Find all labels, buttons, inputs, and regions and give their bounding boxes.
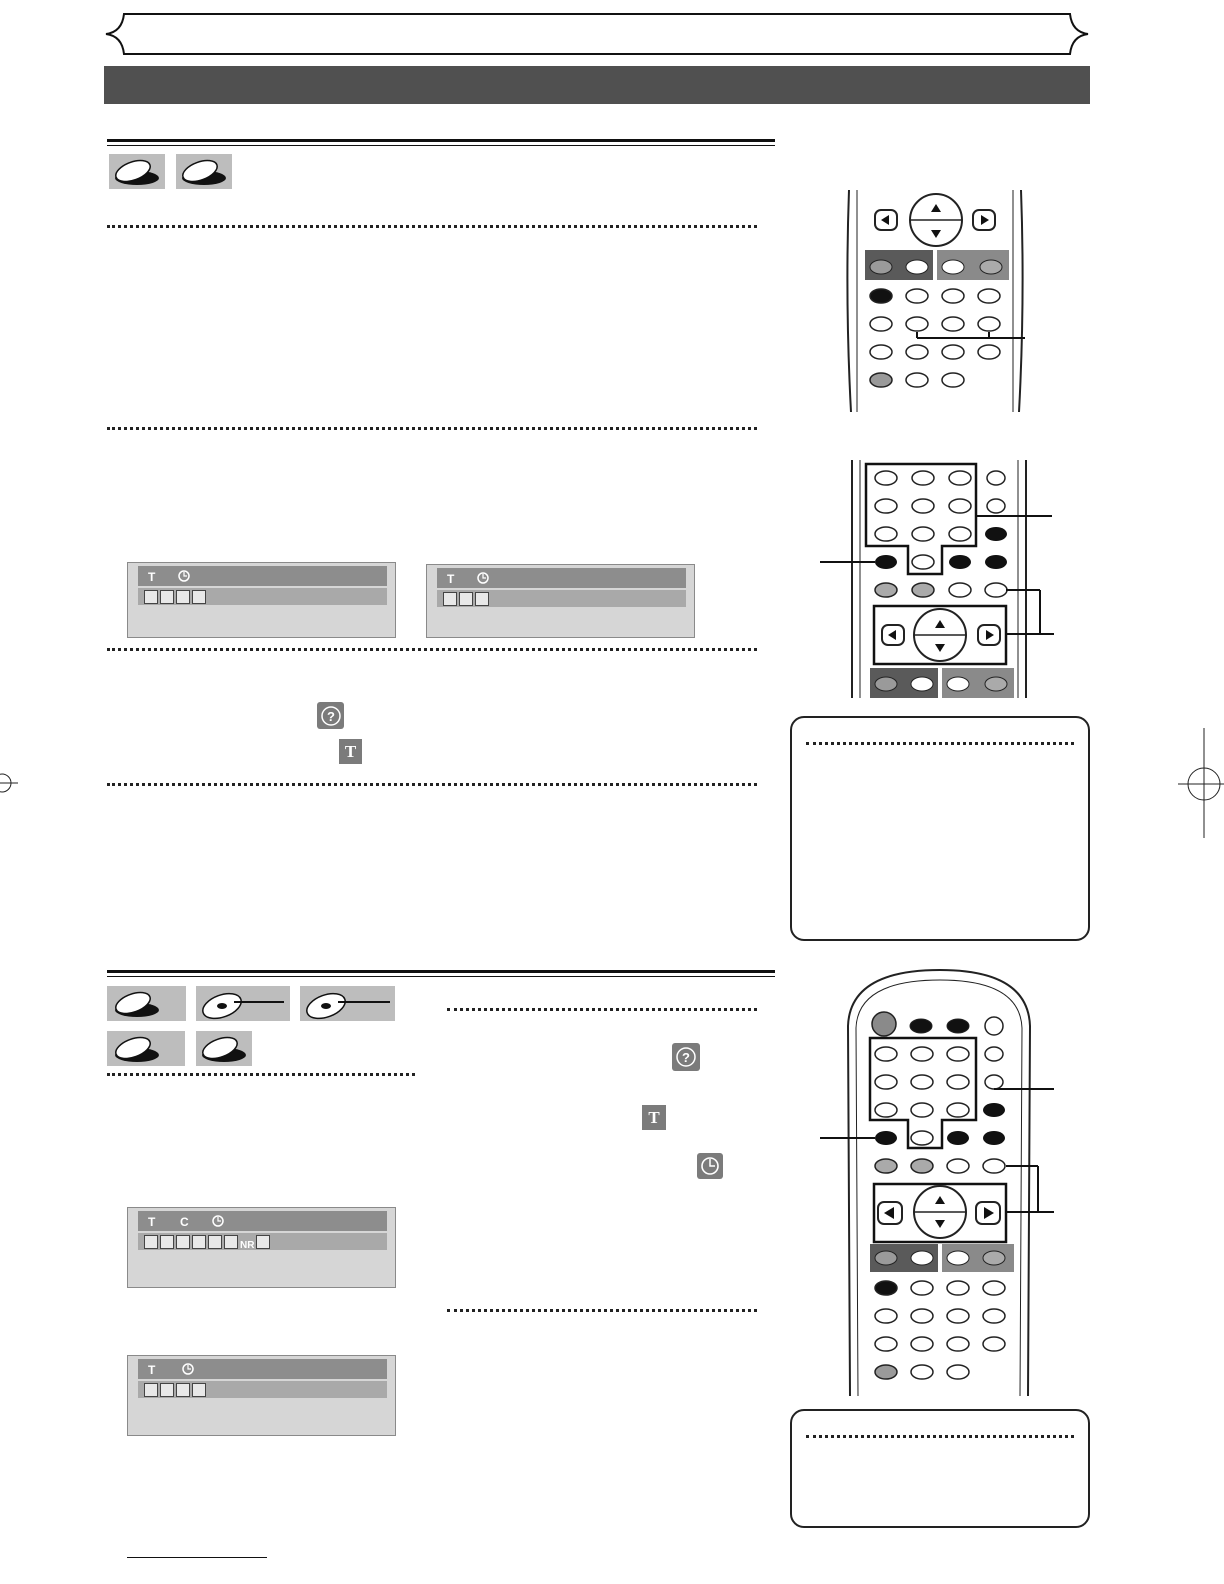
registration-mark xyxy=(1174,728,1224,838)
dotted-divider xyxy=(806,742,1074,745)
clock-icon xyxy=(697,1153,723,1179)
remote-illustration xyxy=(845,190,1025,412)
title-icon: T xyxy=(339,739,362,764)
dotted-divider xyxy=(107,648,757,651)
title-icon: T xyxy=(642,1105,666,1130)
disc-icon xyxy=(107,986,186,1021)
dotted-divider xyxy=(806,1435,1074,1438)
disc-icon xyxy=(176,154,232,189)
osd-screen: T C NR xyxy=(127,1207,396,1288)
section-rule-top-thin xyxy=(107,145,775,146)
dotted-divider xyxy=(447,1008,757,1011)
nr-label: NR xyxy=(240,1240,255,1251)
help-icon xyxy=(317,702,344,729)
header-arrow-frame xyxy=(102,10,1092,60)
svg-text:?: ? xyxy=(682,1050,690,1065)
note-box xyxy=(790,1409,1090,1528)
svg-text:?: ? xyxy=(326,708,335,724)
section-title-bar xyxy=(104,66,1090,104)
registration-mark xyxy=(0,768,20,798)
dotted-divider xyxy=(447,1309,757,1312)
remote-illustration xyxy=(820,458,1060,698)
disc-icon xyxy=(107,1031,185,1066)
dotted-divider xyxy=(107,783,757,786)
dotted-divider xyxy=(107,427,757,430)
osd-screen: T xyxy=(426,564,695,638)
section-rule-bottom xyxy=(107,970,775,973)
note-box xyxy=(790,716,1090,941)
footer-rule xyxy=(127,1557,267,1558)
osd-screen: T xyxy=(127,562,396,638)
dotted-divider xyxy=(107,225,757,228)
remote-illustration xyxy=(820,966,1060,1396)
disc-icon xyxy=(300,986,395,1021)
dotted-divider xyxy=(107,1073,415,1076)
help-icon xyxy=(672,1043,700,1071)
disc-icon xyxy=(109,154,165,189)
section-rule-top xyxy=(107,139,775,142)
section-rule-bottom-thin xyxy=(107,976,775,977)
disc-icon xyxy=(196,1031,252,1066)
osd-screen: T xyxy=(127,1355,396,1436)
disc-icon xyxy=(196,986,290,1021)
